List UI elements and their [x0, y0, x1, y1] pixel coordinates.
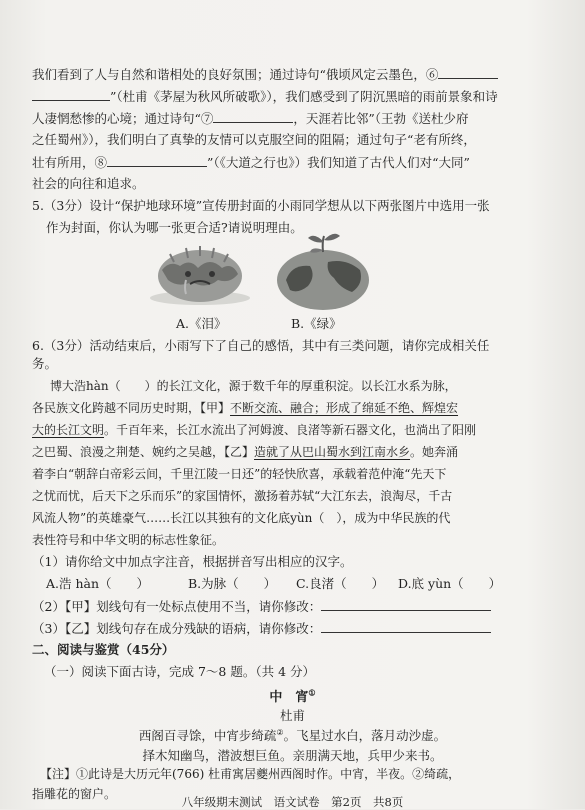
- q6-passage-1: 博大浩hàn（ ）的长江文化，源于数千年的厚重积淀。以长江水系为脉，: [50, 379, 457, 393]
- poem-note-1: 【注】①此诗是大历元年(766) 杜甫寓居夔州西阁时作。中宵，半夜。②绮疏，: [40, 767, 461, 781]
- q6-sub-2: （2）【甲】划线句有一处标点使用不当，请你修改：: [32, 598, 491, 615]
- intro-line-3: 人凄惘愁惨的心境；通过诗句“⑦ ，天涯若比邻”（王勃《送杜少府: [32, 111, 469, 126]
- blank-7[interactable]: [213, 110, 293, 123]
- poem-title: 中 宵①: [269, 687, 316, 705]
- q6-passage-2: 各民族文化跨越不同历史时期，【甲】不断交流、融合；形成了绵延不绝、辉煌宏: [32, 401, 459, 415]
- q6-sub-1: （1）请你给文中加点字注音，根据拼音写出相应的汉字。: [32, 554, 353, 569]
- q6-option-c[interactable]: C.良渚（ ）: [296, 576, 385, 591]
- blank-8[interactable]: [107, 154, 207, 167]
- q6-passage-4: 之巴蜀、浪漫之荆楚、婉约之吴越，【乙】造就了从巴山蜀水到江南水乡。她奔涌: [32, 445, 459, 459]
- poem-author: 杜甫: [279, 708, 305, 723]
- blank-6-cont[interactable]: [32, 88, 110, 101]
- q6-option-a[interactable]: A.浩 hàn（ ）: [46, 576, 150, 591]
- crying-earth-image: [140, 240, 260, 308]
- intro-line-1: 我们看到了人与自然和谐相处的良好氛围；通过诗句“俄顷风定云墨色，⑥: [32, 66, 498, 83]
- intro-line-4: 之任蜀州》），我们明白了真挚的友情可以克服空间的阻隔；通过句子“老有所终，: [32, 132, 476, 147]
- section-2-title: 二、阅读与鉴赏（45分）: [32, 642, 175, 657]
- green-earth-image: [268, 228, 378, 312]
- page-footer: 八年级期末测试 语文试卷 第2页 共8页: [181, 795, 404, 809]
- intro-line-2: ”（杜甫《茅屋为秋风所破歌》），我们感受到了阴沉黑暗的雨前景象和诗: [32, 88, 498, 105]
- q6-sub-3: （3）【乙】划线句存在成分残缺的语病，请你修改：: [32, 620, 491, 637]
- blank-6[interactable]: [438, 66, 498, 79]
- poem-line-2: 择木知幽鸟，潜波想巨鱼。亲朋满天地，兵甲少来书。: [142, 748, 443, 763]
- underline-yi: 造就了从巴山蜀水到江南水乡: [254, 445, 411, 459]
- poem-note-2: 指雕花的窗户。: [32, 787, 117, 801]
- q6-line-1: 6.（3分）活动结束后，小雨写下了自己的感悟，其中有三类问题，请你完成相关任: [32, 338, 490, 353]
- q6-passage-7: 风流人物”的英雄豪气……长江以其独有的文化底yùn（ ），成为中华民族的代: [32, 511, 451, 525]
- q6-passage-6: 之忧而忧，后天下之乐而乐”的家国情怀，激扬着苏轼“大江东去，浪淘尽，千古: [32, 489, 453, 503]
- underline-jia-cont: 大的长江文明: [32, 423, 105, 437]
- q6-passage-3: 大的长江文明。千百年来，长江水流出了河姆渡、良渚等新石器文化，也淌出了阳刚: [32, 423, 477, 437]
- poem-line-1: 西阁百寻馀，中宵步绮疏②。飞星过水白，落月动沙虚。: [138, 727, 447, 743]
- q6-option-b[interactable]: B.为脉（ ）: [188, 576, 277, 591]
- intro-line-6: 社会的向往和追求。: [32, 176, 145, 191]
- q5-line-2: 作为封面，你认为哪一张更合适?请说明理由。: [46, 220, 303, 235]
- section-2-subtitle: （一）阅读下面古诗，完成 7～8 题。（共 4 分）: [44, 664, 316, 679]
- q6-passage-5: 着李白“朝辞白帝彩云间，千里江陵一日还”的轻快欣喜，承载着范仲淹“先天下: [32, 467, 447, 481]
- q5-line-1: 5.（3分）设计“保护地球环境”宣传册封面的小雨同学想从以下两张图片中选用一张: [32, 198, 490, 213]
- caption-b: B.《绿》: [291, 316, 342, 331]
- answer-line-2[interactable]: [321, 598, 491, 611]
- q6-passage-8: 表性符号和中华文明的标志性象征。: [32, 533, 225, 547]
- answer-line-3[interactable]: [321, 620, 491, 633]
- q6-option-d[interactable]: D.底 yùn（ ）: [398, 576, 502, 591]
- q6-line-2: 务。: [32, 356, 58, 371]
- caption-a: A.《泪》: [176, 316, 227, 331]
- underline-jia: 不断交流、融合；形成了绵延不绝、辉煌宏: [230, 401, 459, 415]
- intro-line-5: 壮有所用，⑧ ”（《大道之行也》）我们知道了古代人们对“大同”: [32, 155, 470, 170]
